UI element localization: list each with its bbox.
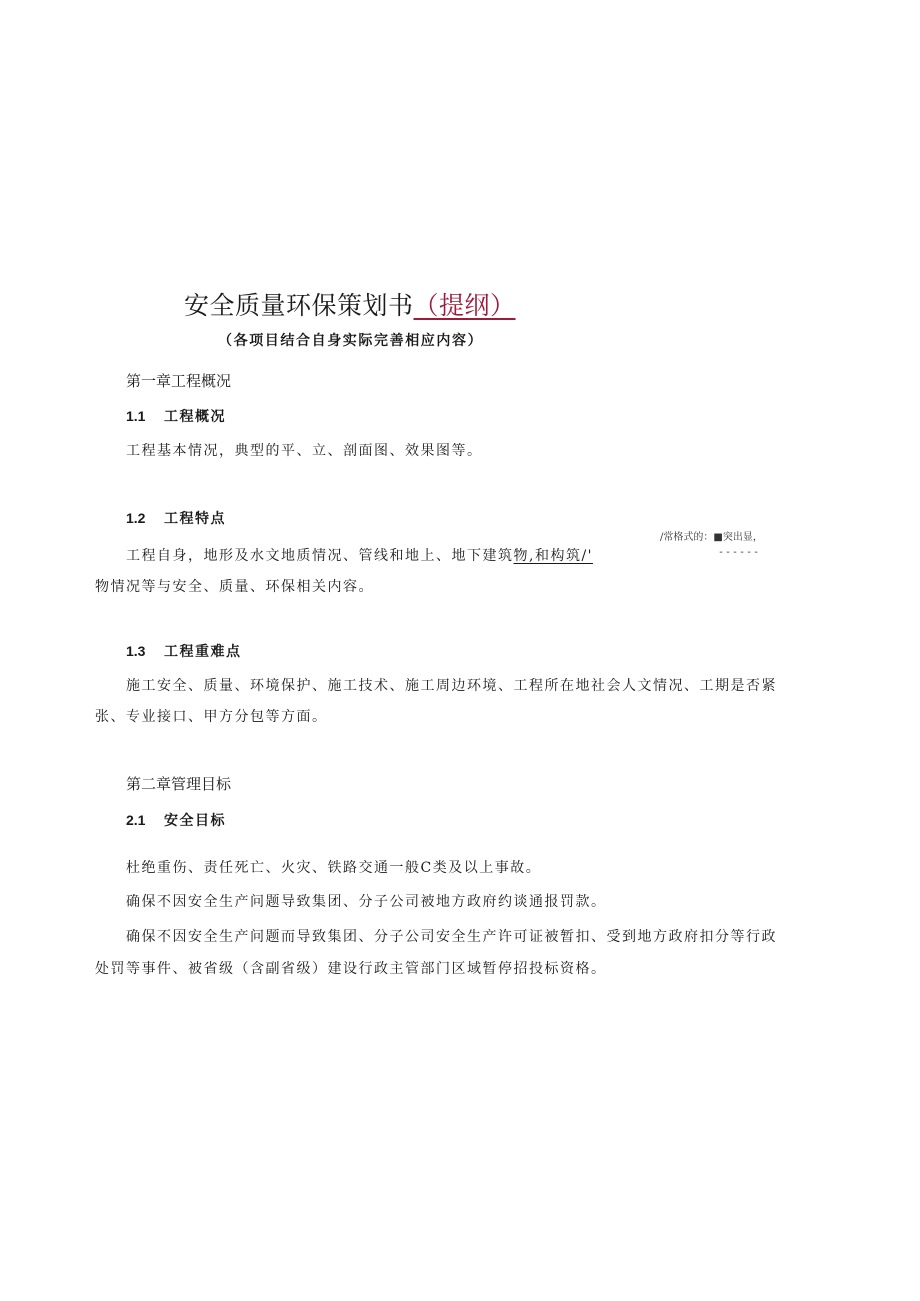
section-number: 2.1 (126, 812, 146, 828)
document-subtitle: （各项目结合自身实际完善相应内容） (218, 333, 484, 349)
section-2-1-paragraph-2: 确保不因安全生产问题导致集团、分子公司被地方政府约谈通报罚款。 (126, 894, 607, 910)
section-title: 工程重难点 (164, 644, 242, 660)
section-1-3-text-line1: 施工安全、质量、环境保护、施工技术、施工周边环境、工程所在地社会人文情况、工期是否紧 (126, 678, 777, 694)
document-title (184, 286, 516, 322)
section-number: 1.3 (126, 643, 146, 659)
section-1-3-heading (126, 641, 242, 661)
section-2-1-heading (126, 810, 226, 830)
section-2-1-paragraph-3-line2: 处罚等事件、被省级（含副省级）建设行政主管部门区域暂停招投标资格。 (95, 961, 607, 977)
section-title: 工程概况 (164, 409, 226, 425)
revision-comment-line: ------ (718, 547, 761, 558)
section-2-1-paragraph-1: 杜绝重伤、责任死亡、火灾、铁路交通一般C类及以上事故。 (126, 860, 542, 876)
chapter-1-heading: 第一章工程概况 (126, 372, 232, 390)
title-outline-tag: （提纲） (413, 291, 516, 320)
section-title: 安全目标 (164, 813, 226, 829)
section-number: 1.1 (126, 408, 146, 424)
tracked-change-text: 物,和构筑/' (513, 548, 594, 564)
section-1-2-heading (126, 508, 226, 528)
section-title: 工程特点 (164, 511, 226, 527)
section-2-1-paragraph-3-line1: 确保不因安全生产问题而导致集团、分子公司安全生产许可证被暂扣、受到地方政府扣分等行政 (126, 929, 777, 945)
section-1-1-heading (126, 406, 226, 426)
title-main: 安全质量环保策划书 (184, 291, 414, 320)
revision-comment-note: /常格式的：■突出显， (660, 532, 763, 543)
section-1-3-text-line2: 张、专业接口、甲方分包等方面。 (95, 709, 328, 725)
chapter-2-heading: 第二章管理目标 (126, 775, 232, 793)
text-segment: 工程自身，地形及水文地质情况、管线和地上、地下建筑 (126, 548, 514, 564)
section-1-1-text: 工程基本情况，典型的平、立、剖面图、效果图等。 (126, 443, 483, 459)
section-1-2-text-line2: 物情况等与安全、质量、环保相关内容。 (95, 579, 374, 595)
section-1-2-text-line1 (126, 545, 593, 565)
section-number: 1.2 (126, 510, 146, 526)
